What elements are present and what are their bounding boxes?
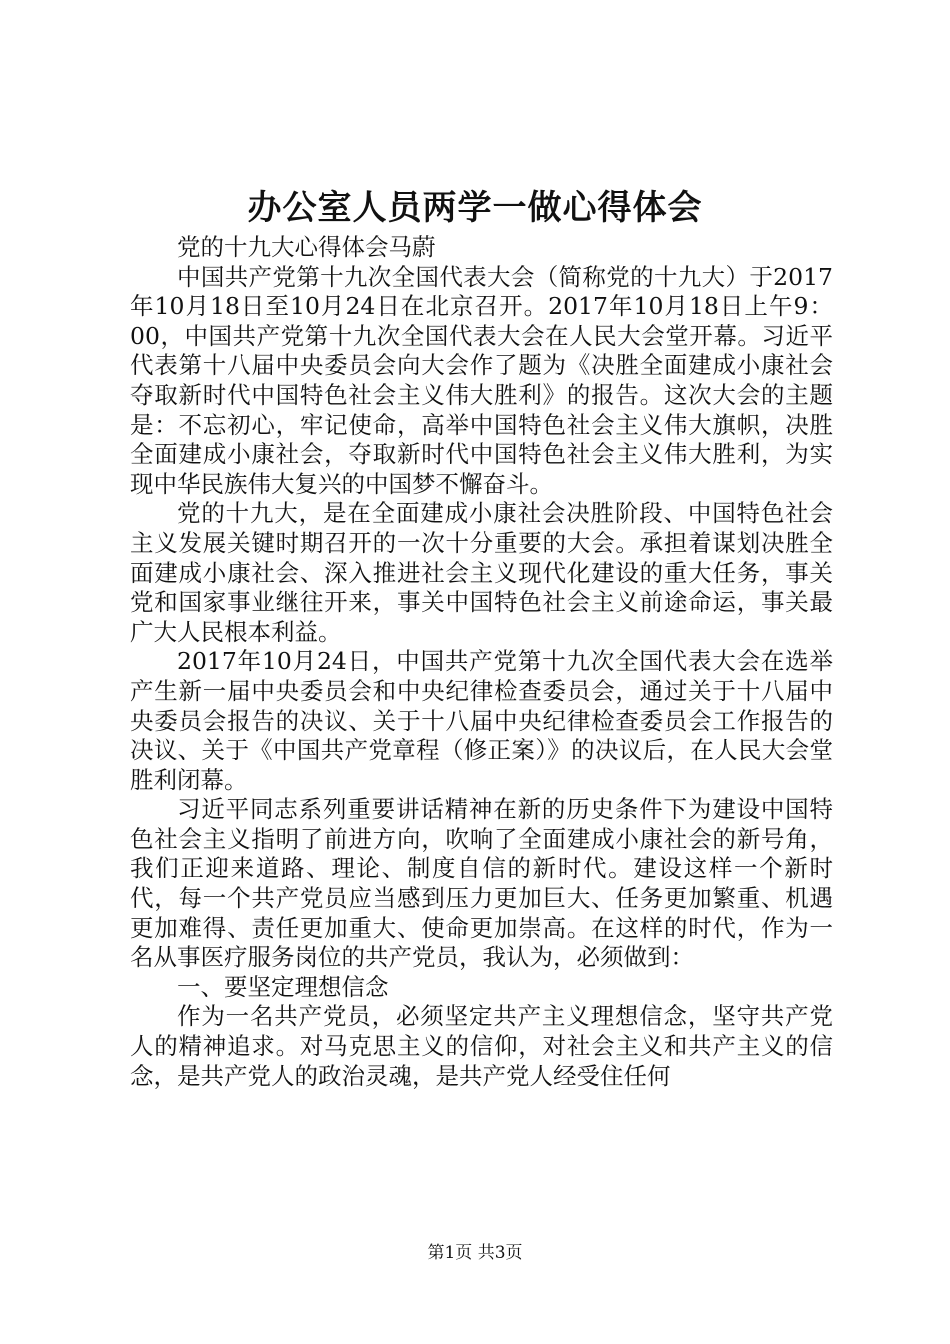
paragraph: 2017年10月24日，中国共产党第十九次全国代表大会在选举产生新一届中央委员会和中央纪律检查委员会，通过关于十八届中央委员会报告的决议、关于十八届中央纪律检查委员会工作报告的决议、关于《中国共产党章程（修正案）》的决议后，在人民大会堂胜利闭幕。 bbox=[130, 647, 833, 794]
paragraph: 党的十九大，是在全面建成小康社会决胜阶段、中国特色社会主义发展关键时期召开的一次十分重要的大会。承担着谋划决胜全面建成小康社会、深入推进社会主义现代化建设的重大任务，事关党和国家事业继往开来，事关中国特色社会主义前途命运，事关最广大人民根本利益。 bbox=[130, 499, 833, 646]
page-footer: 第1页 共3页 bbox=[427, 1243, 523, 1263]
section-heading: 一、要坚定理想信念 bbox=[177, 972, 389, 1001]
document-body bbox=[130, 233, 833, 1091]
paragraph: 中国共产党第十九次全国代表大会（简称党的十九大）于2017年10月18日至10月24日在北京召开。2017年10月18日上午9：00，中国共产党第十九次全国代表大会在人民大会堂开幕。习近平代表第十八届中央委员会向大会作了题为《决胜全面建成小康社会夺取新时代中国特色社会主义伟大胜利》的报告。这次大会的主题是：不忘初心，牢记使命，高举中国特色社会主义伟大旗帜，决胜全面建成小康社会，夺取新时代中国特色社会主义伟大胜利，为实现中华民族伟大复兴的中国梦不懈奋斗。 bbox=[130, 262, 833, 498]
document-title: 办公室人员两学一做心得体会 bbox=[247, 188, 703, 228]
paragraph: 作为一名共产党员，必须坚定共产主义理想信念，坚守共产党人的精神追求。对马克思主义的信仰，对社会主义和共产主义的信念，是共产党人的政治灵魂，是共产党人经受住任何 bbox=[130, 1002, 833, 1090]
paragraph-subtitle: 党的十九大心得体会马蔚 bbox=[177, 233, 436, 261]
paragraph: 习近平同志系列重要讲话精神在新的历史条件下为建设中国特色社会主义指明了前进方向，吹响了全面建成小康社会的新号角，我们正迎来道路、理论、制度自信的新时代。建设这样一个新时代，每一个共产党员应当感到压力更加巨大、任务更加繁重、机遇更加难得、责任更加重大、使命更加崇高。在这样的时代，作为一名从事医疗服务岗位的共产党员，我认为，必须做到： bbox=[130, 795, 833, 972]
